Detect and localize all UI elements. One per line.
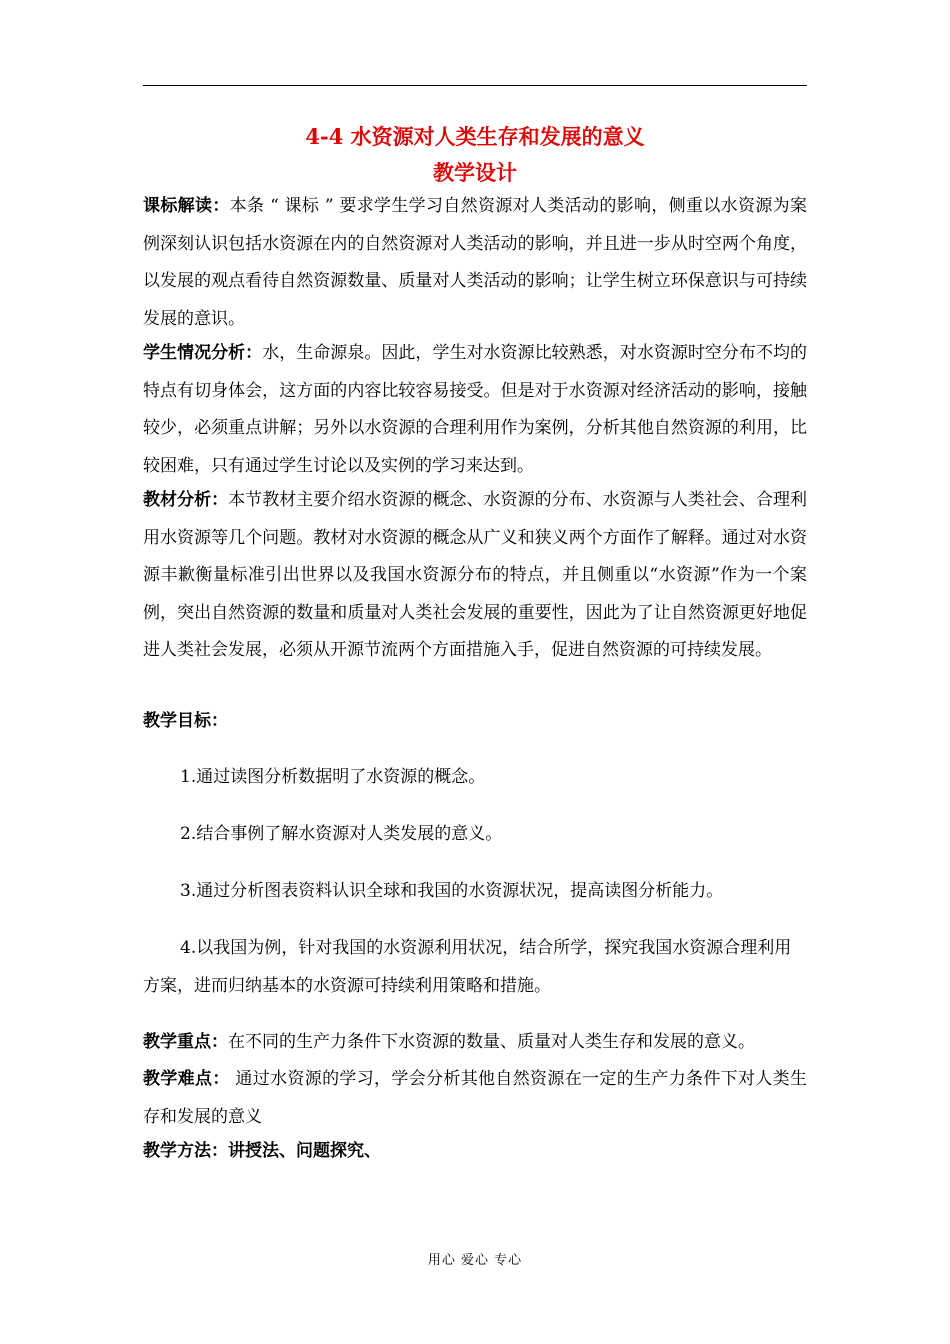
objective-item: 2.结合事例了解水资源对人类发展的意义。 xyxy=(180,824,503,844)
section-fangfa xyxy=(143,1133,807,1171)
section-zhongdian xyxy=(143,1024,807,1062)
section-text: 本条 “ 课标 ” 要求学生学习自然资源对人类活动的影响，侧重以水资源为案例深刻认识包括水资源在内的自然资源对人类活动的影响，并且进一步从时空两个角度，以发展的观点看待自然资源数量、质量对人类活动的影响；让学生树立环保意识与可持续发展的意识。 xyxy=(143,196,808,329)
section-text: 水，生命源泉。因此，学生对水资源比较熟悉，对水资源时空分布不均的特点有切身体会，这方面的内容比较容易接受。但是对于水资源对经济活动的影响，接触较少，必须重点讲解；另外以水资源的合理利用作为案例，分析其他自然资源的利用，比较困难，只有通过学生讨论以及实例的学习来达到。 xyxy=(143,343,808,476)
header-rule xyxy=(143,85,807,86)
section-label: 教学目标： xyxy=(143,711,228,731)
section-jiaocai xyxy=(143,482,807,670)
section-label: 教材分析： xyxy=(143,490,229,510)
section-label: 教学难点： xyxy=(143,1069,230,1089)
section-mubiao-heading xyxy=(143,703,807,741)
page-footer: 用心 爱心 专心 xyxy=(427,1253,523,1268)
section-kebiao xyxy=(143,188,807,338)
objective-item: 4.以我国为例，针对我国的水资源利用状况，结合所学，探究我国水资源合理利用方案，进而归纳基本的水资源可持续利用策略和措施。 xyxy=(143,938,792,996)
document-title: 4-4 水资源对人类生存和发展的意义 xyxy=(305,124,645,149)
section-label: 学生情况分析： xyxy=(143,343,263,363)
section-text: 本节教材主要介绍水资源的概念、水资源的分布、水资源与人类社会、合理利用水资源等几个问题。教材对水资源的概念从广义和狭义两个方面作了解释。通过对水资源丰歉衡量标准引出世界以及我国水资源分布的特点，并且侧重以“水资源”作为一个案例，突出自然资源的数量和质量对人类社会发展的重要性，因此为了让自然资源更好地促进人类社会发展，必须从开源节流两个方面措施入手，促进自然资源的可持续发展。 xyxy=(143,490,808,660)
section-label: 课标解读： xyxy=(143,196,230,216)
objective-item: 1.通过读图分析数据明了水资源的概念。 xyxy=(180,767,486,787)
section-xuesheng xyxy=(143,335,807,485)
section-label: 教学重点： xyxy=(143,1032,228,1052)
section-text: 讲授法、问题探究、 xyxy=(228,1141,381,1161)
section-text: 在不同的生产力条件下水资源的数量、质量对人类生存和发展的意义。 xyxy=(228,1032,755,1052)
section-nandian xyxy=(143,1061,807,1136)
section-text: 通过水资源的学习，学会分析其他自然资源在一定的生产力条件下对人类生存和发展的意义 xyxy=(143,1069,808,1127)
objective-item: 3.通过分析图表资料认识全球和我国的水资源状况，提高读图分析能力。 xyxy=(180,881,724,901)
section-label: 教学方法： xyxy=(143,1141,228,1161)
document-subtitle: 教学设计 xyxy=(433,160,517,185)
